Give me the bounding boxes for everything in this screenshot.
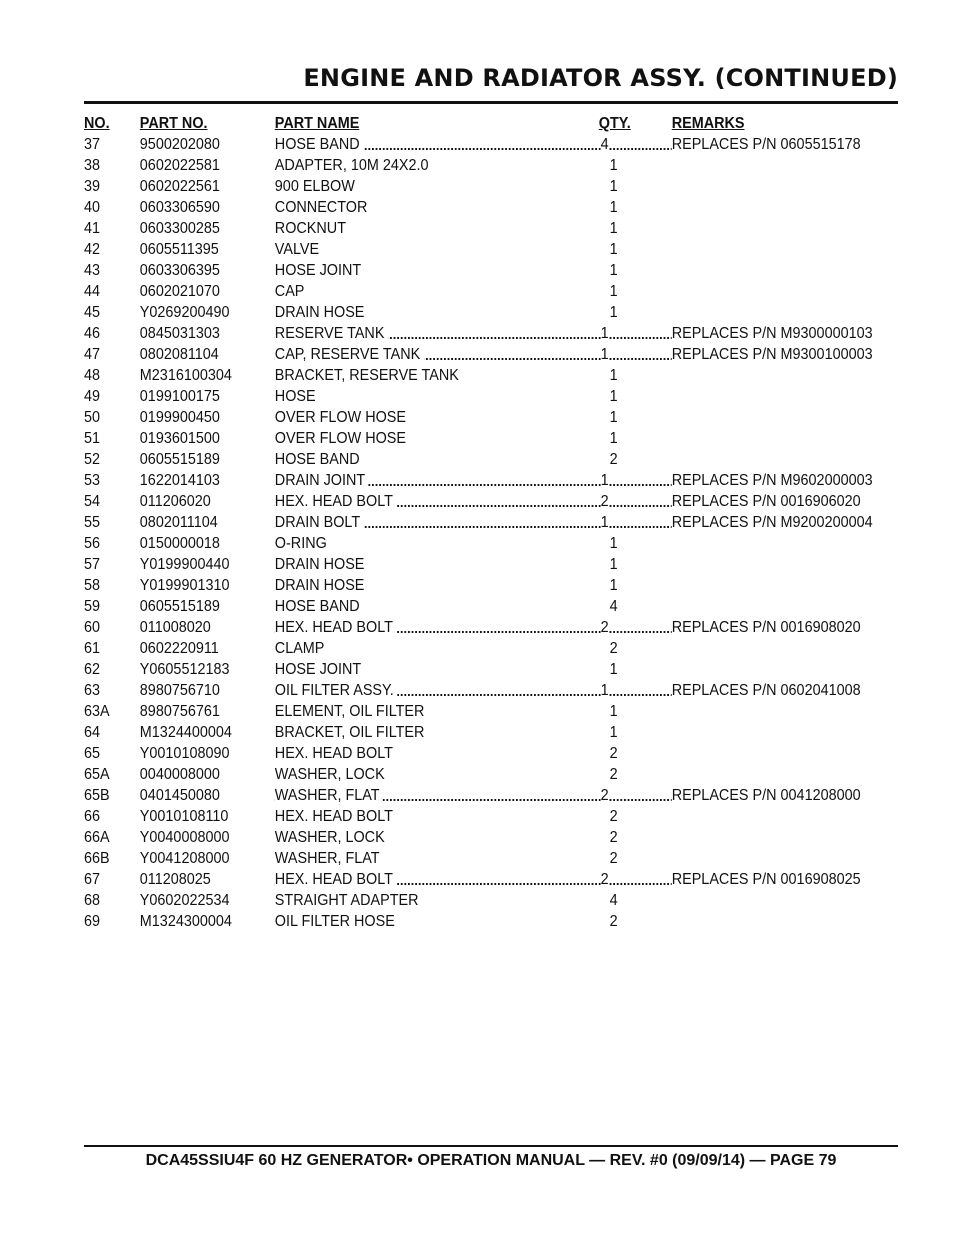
remarks: REPLACES P/N M9300000103 [671,325,873,342]
quantity: 2 [600,871,609,888]
table-row [84,176,817,197]
quantity: 1 [609,241,618,258]
item-no: 49 [84,388,101,405]
table-row [84,155,817,176]
table-row [84,302,817,323]
quantity: 1 [609,367,618,384]
quantity: 4 [609,892,618,909]
part-number: 011008020 [139,619,211,636]
remarks: REPLACES P/N 0605515178 [671,136,861,153]
leader-line [274,869,861,890]
quantity: 2 [609,640,618,657]
part-number: 0603300285 [139,220,220,237]
remarks: REPLACES P/N 0016908025 [671,871,861,888]
remarks: REPLACES P/N 0016906020 [671,493,861,510]
quantity: 1 [600,514,609,531]
table-row [84,260,817,281]
item-no: 48 [84,367,101,384]
leader-line [274,134,861,155]
leader-line [274,344,873,365]
item-no: 50 [84,409,101,426]
item-no: 40 [84,199,101,216]
part-name: ADAPTER, 10M 24X2.0 [274,157,429,174]
header-part-name: PART NAME [274,115,360,132]
item-no: 59 [84,598,101,615]
part-name: VALVE [274,241,320,258]
table-row [84,197,817,218]
item-no: 39 [84,178,101,195]
part-name: CONNECTOR [274,199,368,216]
quantity: 2 [609,829,618,846]
part-name: HOSE [274,388,316,405]
table-row [84,638,817,659]
part-number: 0603306590 [139,199,220,216]
item-no: 64 [84,724,101,741]
leader-line [274,617,861,638]
table-row [84,848,817,869]
part-number: M2316100304 [139,367,232,384]
part-name: DRAIN BOLT [275,512,364,533]
remarks: REPLACES P/N 0041208000 [671,787,861,804]
part-name: O-RING [274,535,327,552]
part-number: 0199900450 [139,409,220,426]
item-no: 54 [84,493,101,510]
part-name: BRACKET, RESERVE TANK [274,367,459,384]
part-number: 0602022581 [139,157,220,174]
leader-line [274,323,873,344]
item-no: 56 [84,535,101,552]
table-row [84,575,817,596]
table-row [84,134,861,155]
quantity: 2 [600,619,609,636]
item-no: 65 [84,745,101,762]
item-no: 65A [84,766,110,783]
table-row [84,218,817,239]
table-row [84,680,861,701]
table-row [84,701,817,722]
item-no: 53 [84,472,101,489]
item-no: 66 [84,808,101,825]
item-no: 60 [84,619,101,636]
part-number: 0602021070 [139,283,220,300]
leader-line [274,785,861,806]
part-name: CAP, RESERVE TANK [275,344,424,365]
page-title: ENGINE AND RADIATOR ASSY. (CONTINUED) [303,64,898,92]
part-name: HEX. HEAD BOLT [275,491,397,512]
item-no: 63 [84,682,101,699]
table-row [84,890,817,911]
part-number: Y0199901310 [139,577,230,594]
part-number: Y0605512183 [139,661,230,678]
table-row [84,911,817,932]
item-no: 55 [84,514,101,531]
item-no: 38 [84,157,101,174]
item-no: 44 [84,283,101,300]
item-no: 52 [84,451,101,468]
item-no: 57 [84,556,101,573]
part-number: 8980756761 [139,703,220,720]
remarks: REPLACES P/N M9200200004 [671,514,873,531]
quantity: 1 [609,409,618,426]
part-name: WASHER, FLAT [274,850,380,867]
table-row [84,470,873,491]
remarks: REPLACES P/N M9602000003 [671,472,873,489]
remarks: REPLACES P/N 0016908020 [671,619,861,636]
part-number: 0199100175 [139,388,220,405]
part-number: 0401450080 [139,787,220,804]
footer-divider [84,1145,898,1147]
table-row [84,239,817,260]
quantity: 2 [600,787,609,804]
table-row [84,785,861,806]
part-number: 0605515189 [139,598,220,615]
part-name: STRAIGHT ADAPTER [274,892,419,909]
table-row [84,869,861,890]
item-no: 45 [84,304,101,321]
item-no: 42 [84,241,101,258]
quantity: 1 [609,556,618,573]
part-name: RESERVE TANK [275,323,388,344]
title-divider [84,101,898,104]
part-number: 0603306395 [139,262,220,279]
part-number: Y0010108090 [139,745,230,762]
part-name: DRAIN HOSE [274,577,365,594]
quantity: 1 [609,178,618,195]
table-row [84,281,817,302]
part-number: 0602220911 [139,640,219,657]
part-name: WASHER, FLAT [275,785,383,806]
part-number: Y0040008000 [139,829,230,846]
part-number: 1622014103 [139,472,220,489]
part-number: 0605515189 [139,451,220,468]
table-row [84,428,817,449]
part-name: CLAMP [274,640,325,657]
remarks: REPLACES P/N M9300100003 [671,346,873,363]
quantity: 2 [609,808,618,825]
part-name: 900 ELBOW [274,178,355,195]
part-name: CAP [274,283,305,300]
item-no: 66A [84,829,110,846]
quantity: 1 [609,724,618,741]
part-name: OIL FILTER ASSY. [275,680,398,701]
quantity: 1 [609,577,618,594]
quantity: 1 [609,199,618,216]
quantity: 1 [600,472,609,489]
leader-line [274,680,861,701]
item-no: 43 [84,262,101,279]
item-no: 47 [84,346,101,363]
quantity: 1 [609,703,618,720]
part-number: 0802081104 [139,346,219,363]
quantity: 1 [600,682,609,699]
part-name: DRAIN HOSE [274,304,365,321]
table-body [84,134,873,932]
quantity: 4 [609,598,618,615]
table-row [84,323,873,344]
table-row [84,344,873,365]
table-row [84,386,817,407]
part-name: OVER FLOW HOSE [274,430,407,447]
part-number: 0150000018 [139,535,220,552]
quantity: 1 [609,157,618,174]
part-name: HEX. HEAD BOLT [275,617,397,638]
table-row [84,533,817,554]
part-number: Y0010108110 [139,808,229,825]
part-name: HEX. HEAD BOLT [275,869,397,890]
table-row [84,512,873,533]
part-name: ELEMENT, OIL FILTER [274,703,425,720]
part-name: HOSE BAND [274,451,360,468]
part-name: BRACKET, OIL FILTER [274,724,425,741]
part-name: OVER FLOW HOSE [274,409,407,426]
part-number: 0845031303 [139,325,220,342]
leader-line [274,470,873,491]
quantity: 2 [609,850,618,867]
part-name: HOSE BAND [274,598,360,615]
table-row [84,365,817,386]
quantity: 1 [609,661,618,678]
leader-line [274,512,873,533]
part-number: Y0199900440 [139,556,230,573]
part-number: M1324400004 [139,724,232,741]
part-number: 0193601500 [139,430,220,447]
part-name: DRAIN JOINT [275,470,369,491]
item-no: 61 [84,640,101,657]
quantity: 4 [600,136,609,153]
part-number: 011206020 [139,493,211,510]
part-name: HOSE BAND [275,134,363,155]
quantity: 1 [609,388,618,405]
part-number: Y0269200490 [139,304,230,321]
table-row [84,743,817,764]
part-number: 0802011104 [139,514,218,531]
part-number: Y0041208000 [139,850,230,867]
item-no: 41 [84,220,101,237]
remarks: REPLACES P/N 0602041008 [671,682,861,699]
leader-line [274,491,861,512]
item-no: 69 [84,913,101,930]
part-name: HEX. HEAD BOLT [274,745,393,762]
quantity: 1 [600,346,609,363]
table-row [84,554,817,575]
item-no: 68 [84,892,101,909]
table-row [84,449,817,470]
part-name: ROCKNUT [274,220,346,237]
page-footer: DCA45SSIU4F 60 HZ GENERATOR• OPERATION MANUAL — REV. #0 (09/09/14) — PAGE 79 [145,1152,837,1169]
part-number: 0040008000 [139,766,220,783]
quantity: 1 [609,262,618,279]
item-no: 58 [84,577,101,594]
quantity: 2 [609,766,618,783]
quantity: 1 [609,220,618,237]
item-no: 51 [84,430,101,447]
quantity: 2 [609,913,618,930]
quantity: 1 [609,304,618,321]
part-number: Y0602022534 [139,892,230,909]
table-row [84,806,817,827]
part-name: OIL FILTER HOSE [274,913,395,930]
quantity: 2 [609,745,618,762]
part-number: 8980756710 [139,682,220,699]
table-row [84,659,817,680]
part-name: HEX. HEAD BOLT [274,808,393,825]
quantity: 2 [600,493,609,510]
quantity: 1 [609,430,618,447]
part-name: HOSE JOINT [274,262,362,279]
parts-table [84,113,873,932]
table-row [84,407,817,428]
part-number: 0602022561 [139,178,220,195]
part-number: M1324300004 [139,913,232,930]
part-name: WASHER, LOCK [274,766,385,783]
table-header [84,113,817,134]
quantity: 1 [609,535,618,552]
part-name: WASHER, LOCK [274,829,385,846]
item-no: 67 [84,871,101,888]
item-no: 66B [84,850,110,867]
item-no: 37 [84,136,101,153]
part-number: 9500202080 [139,136,220,153]
table-row [84,617,861,638]
item-no: 62 [84,661,101,678]
table-row [84,764,817,785]
table-row [84,722,817,743]
quantity: 1 [600,325,609,342]
table-row [84,491,861,512]
table-row [84,596,817,617]
quantity: 1 [609,283,618,300]
item-no: 63A [84,703,110,720]
item-no: 65B [84,787,110,804]
item-no: 46 [84,325,101,342]
header-remarks: REMARKS [671,115,745,132]
part-number: 0605511395 [139,241,219,258]
header-part-no: PART NO. [139,115,208,132]
part-name: DRAIN HOSE [274,556,365,573]
header-no: NO. [84,115,110,132]
table-row [84,827,817,848]
part-number: 011208025 [139,871,211,888]
header-qty: QTY. [598,115,631,132]
part-name: HOSE JOINT [274,661,362,678]
quantity: 2 [609,451,618,468]
